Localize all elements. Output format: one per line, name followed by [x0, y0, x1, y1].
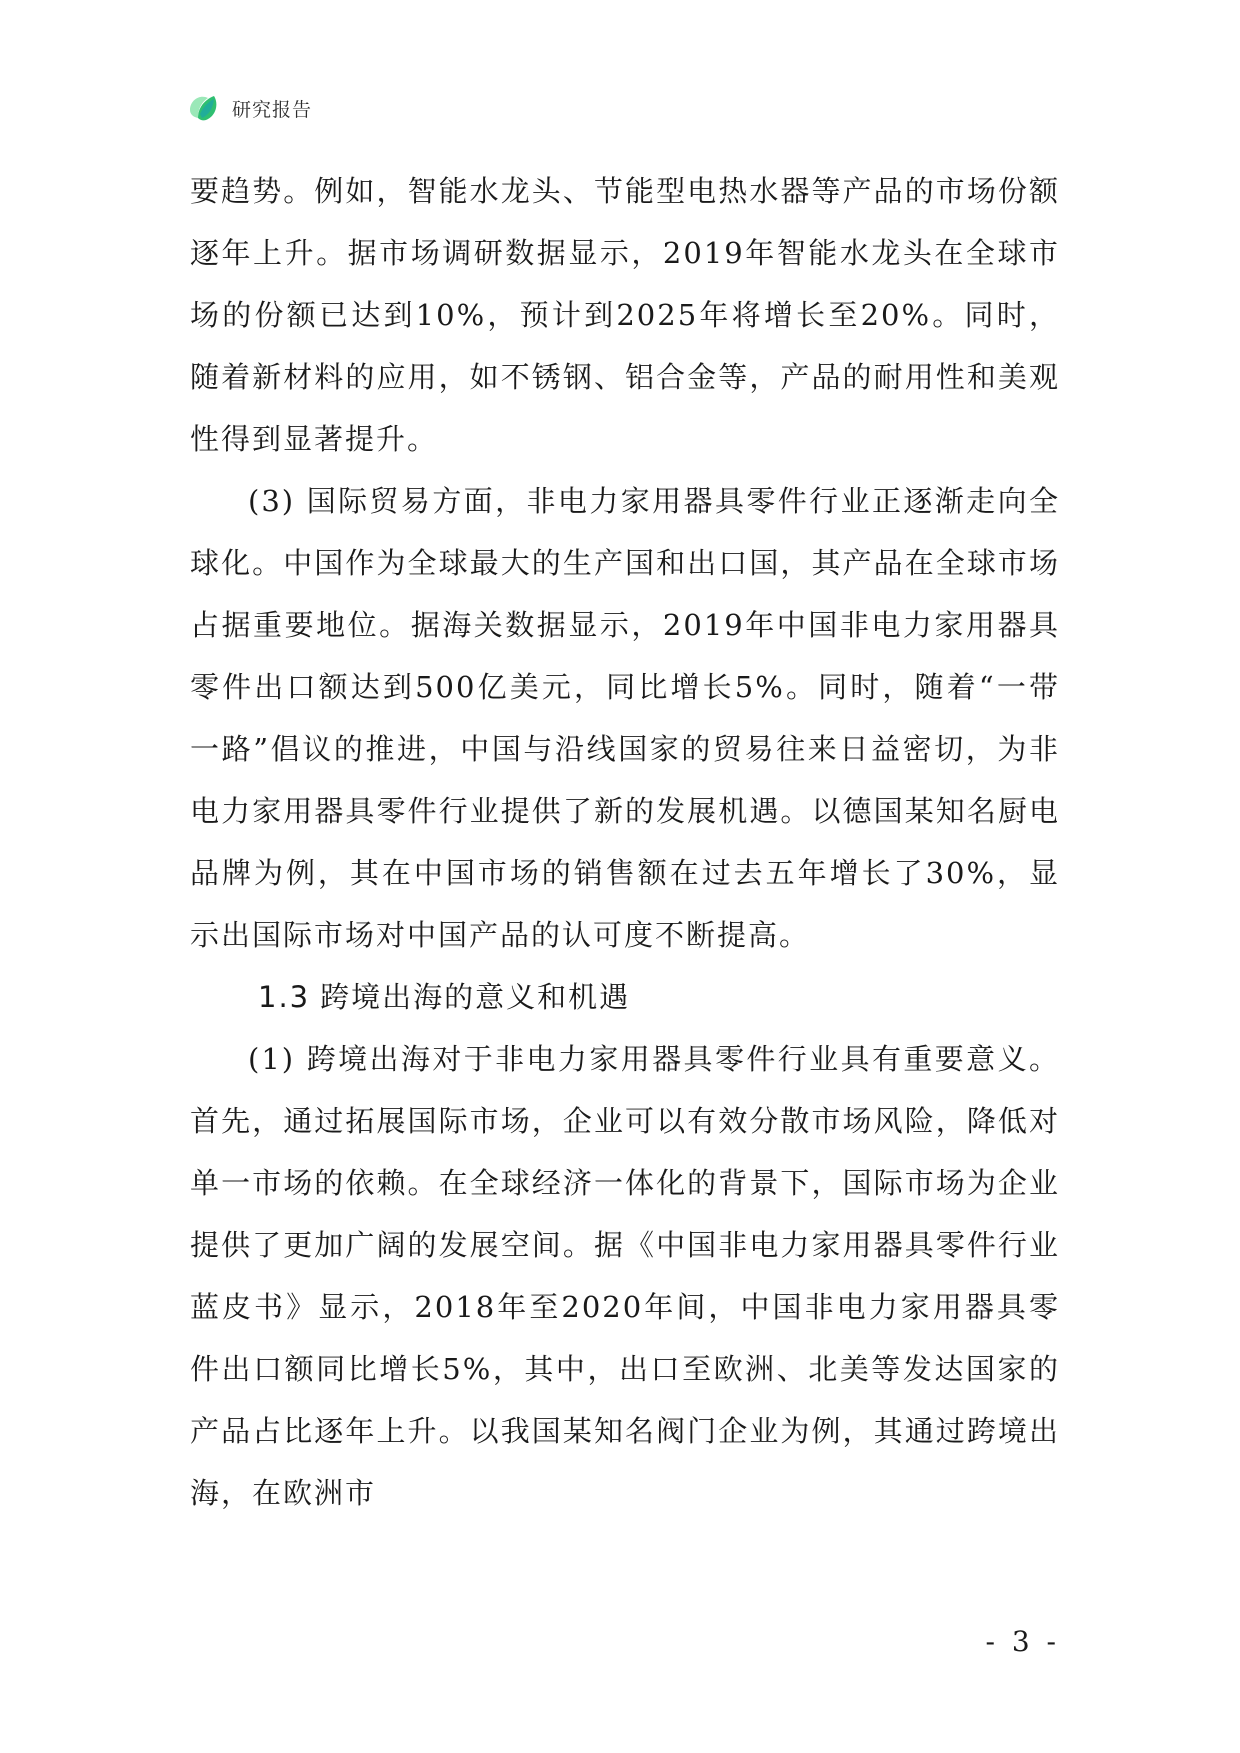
section-title: 跨境出海的意义和机遇	[320, 980, 631, 1014]
header-title: 研究报告	[232, 98, 313, 121]
paragraph-international-trade: (3) 国际贸易方面，非电力家用器具零件行业正逐渐走向全球化。中国作为全球最大的生产国和出口国，其产品在全球市场占据重要地位。据海关数据显示，2019年中国非电力家用器具零件出口额达到500亿美元，同比增长5%。同时，随着“一带一路”倡议的推进，中国与沿线国家的贸易往来日益密切，为非电力家用器具零件行业提供了新的发展机遇。以德国某知名厨电品牌为例，其在中国市场的销售额在过去五年增长了30%，显示出国际市场对中国产品的认可度不断提高。	[190, 484, 1060, 952]
section-heading	[190, 966, 1060, 1028]
document-body	[190, 160, 1060, 1524]
page-number: - 3 -	[985, 1625, 1060, 1658]
paragraph-continued: 要趋势。例如，智能水龙头、节能型电热水器等产品的市场份额逐年上升。据市场调研数据显示，2019年智能水龙头在全球市场的份额已达到10%，预计到2025年将增长至20%。同时，随着新材料的应用，如不锈钢、铝合金等，产品的耐用性和美观性得到显著提升。	[190, 174, 1060, 456]
paragraph-cross-border-significance: (1) 跨境出海对于非电力家用器具零件行业具有重要意义。首先，通过拓展国际市场，企业可以有效分散市场风险，降低对单一市场的依赖。在全球经济一体化的背景下，国际市场为企业提供了更加广阔的发展空间。据《中国非电力家用器具零件行业蓝皮书》显示，2018年至2020年间，中国非电力家用器具零件出口额同比增长5%，其中，出口至欧洲、北美等发达国家的产品占比逐年上升。以我国某知名阀门企业为例，其通过跨境出海，在欧洲市	[190, 1042, 1060, 1510]
green-leaf-logo-icon	[186, 90, 222, 126]
report-header	[186, 88, 312, 128]
section-number: 1.3	[258, 980, 311, 1014]
